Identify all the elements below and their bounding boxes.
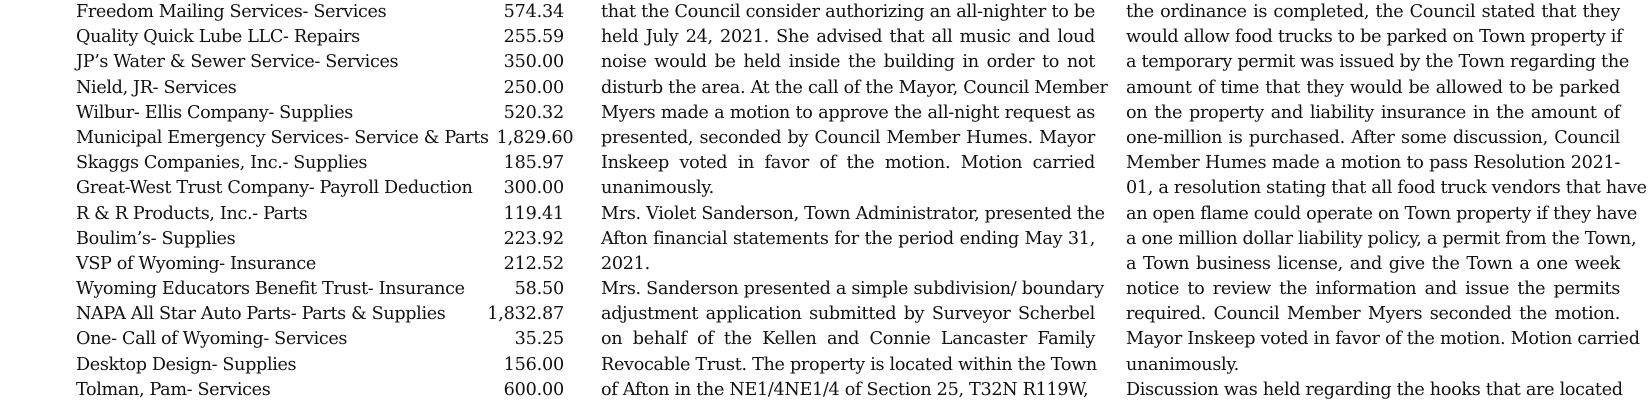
claim-amount: 58.50 — [514, 279, 564, 300]
text-line: an open flame could operate on Town property if they have — [1126, 203, 1637, 224]
claim-amount: 520.32 — [503, 102, 564, 123]
claim-row — [76, 101, 564, 126]
claim-amount: 600.00 — [503, 379, 564, 400]
text-line: required. Council Member Myers seconded the motion. — [1126, 304, 1620, 325]
text-line: notice to review the information and issue the permits — [1126, 279, 1620, 300]
claim-name: Great-West Trust Company- Payroll Deduction — [76, 178, 473, 199]
claim-amount: 300.00 — [503, 178, 564, 199]
text-line: Member Humes made a motion to pass Resolution 2021- — [1126, 153, 1620, 174]
claim-name: R & R Products, Inc.- Parts — [76, 203, 308, 224]
claim-row — [76, 302, 564, 327]
claim-row — [76, 76, 564, 101]
text-line: Afton financial statements for the period ending May 31, — [601, 228, 1095, 249]
claim-row — [76, 50, 564, 75]
claim-name: Nield, JR- Services — [76, 77, 237, 98]
text-line: would allow food trucks to be parked on Town property if — [1126, 27, 1623, 48]
claim-name: Wilbur- Ellis Company- Supplies — [76, 102, 353, 123]
claim-name: Municipal Emergency Services- Service & Parts — [76, 127, 489, 148]
text-line: on behalf of the Kellen and Connie Lancaster Family — [601, 329, 1095, 350]
text-line: Mayor Inskeep voted in favor of the motion. Motion carried — [1126, 329, 1640, 350]
claim-row — [76, 252, 564, 277]
text-line: a Town business license, and give the Town a one week — [1126, 253, 1620, 274]
text-line: adjustment application submitted by Surveyor Scherbel — [601, 304, 1095, 325]
claim-amount: 255.59 — [503, 27, 564, 48]
claim-name: Wyoming Educators Benefit Trust- Insurance — [76, 279, 465, 300]
claim-amount: 156.00 — [503, 354, 564, 375]
claim-row — [76, 202, 564, 227]
text-line: amount of time that they would be allowed to be parked — [1126, 77, 1620, 98]
claim-name: Boulim’s- Supplies — [76, 228, 236, 249]
claim-amount: 223.92 — [503, 228, 564, 249]
claim-amount: 574.34 — [503, 2, 564, 22]
text-line: disturb the area. At the call of the Mayor, Council Member — [601, 77, 1108, 98]
text-line: a temporary permit was issued by the Town regarding the — [1126, 52, 1629, 73]
claim-amount: 1,829.60 — [496, 127, 574, 148]
text-line: 01, a resolution stating that all food truck vendors that have — [1126, 178, 1647, 199]
text-line: the ordinance is completed, the Council stated that they — [1126, 2, 1620, 22]
minutes-column-right — [1126, 0, 1647, 403]
text-line: on the property and liability insurance in the amount of — [1126, 102, 1620, 123]
text-line: Revocable Trust. The property is located within the Town — [601, 354, 1097, 375]
text-line: held July 24, 2021. She advised that all music and loud — [601, 27, 1095, 48]
text-line: noise would be held inside the building in order to not — [601, 52, 1095, 73]
claim-row — [76, 176, 564, 201]
text-line: Mrs. Violet Sanderson, Town Administrator, presented the — [601, 203, 1105, 224]
text-line: 2021. — [601, 253, 650, 274]
claim-amount: 212.52 — [503, 253, 564, 274]
text-line: Discussion was held regarding the hooks that are located — [1126, 379, 1623, 400]
minutes-column-middle — [601, 0, 1108, 403]
claim-row — [76, 126, 574, 151]
text-line: a one million dollar liability policy, a permit from the Town, — [1126, 228, 1637, 249]
claims-list — [76, 0, 574, 403]
text-line: Mrs. Sanderson presented a simple subdivision/ boundary — [601, 279, 1104, 300]
claim-name: Desktop Design- Supplies — [76, 354, 297, 375]
text-line: Inskeep voted in favor of the motion. Motion carried — [601, 153, 1095, 174]
claim-name: One- Call of Wyoming- Services — [76, 329, 348, 350]
claim-amount: 35.25 — [514, 329, 564, 350]
claim-name: Freedom Mailing Services- Services — [76, 2, 387, 22]
text-line: presented, seconded by Council Member Humes. Mayor — [601, 127, 1095, 148]
claim-row — [76, 227, 564, 252]
claim-name: Tolman, Pam- Services — [76, 379, 271, 400]
text-line: unanimously. — [601, 178, 714, 199]
claim-row — [76, 327, 564, 352]
claim-amount: 185.97 — [503, 153, 564, 174]
claim-amount: 250.00 — [503, 77, 564, 98]
claim-name: Quality Quick Lube LLC- Repairs — [76, 27, 360, 48]
claim-row — [76, 25, 564, 50]
claim-amount: 1,832.87 — [487, 304, 564, 325]
claim-row — [76, 0, 564, 25]
text-line: that the Council consider authorizing an all-nighter to be — [601, 2, 1095, 22]
claim-name: NAPA All Star Auto Parts- Parts & Supplies — [76, 304, 446, 325]
claim-amount: 350.00 — [503, 52, 564, 73]
text-line: unanimously. — [1126, 354, 1239, 375]
claim-name: JP’s Water & Sewer Service- Services — [76, 52, 399, 73]
text-line: one-million is purchased. After some discussion, Council — [1126, 127, 1620, 148]
claim-row — [76, 378, 564, 403]
text-line: Myers made a motion to approve the all-night request as — [601, 102, 1095, 123]
text-line: of Afton in the NE1/4NE1/4 of Section 25, T32N R119W, — [601, 379, 1089, 400]
claim-name: VSP of Wyoming- Insurance — [76, 253, 316, 274]
claim-name: Skaggs Companies, Inc.- Supplies — [76, 153, 368, 174]
claim-row — [76, 353, 564, 378]
claim-row — [76, 277, 564, 302]
claim-amount: 119.41 — [503, 203, 564, 224]
claim-row — [76, 151, 564, 176]
